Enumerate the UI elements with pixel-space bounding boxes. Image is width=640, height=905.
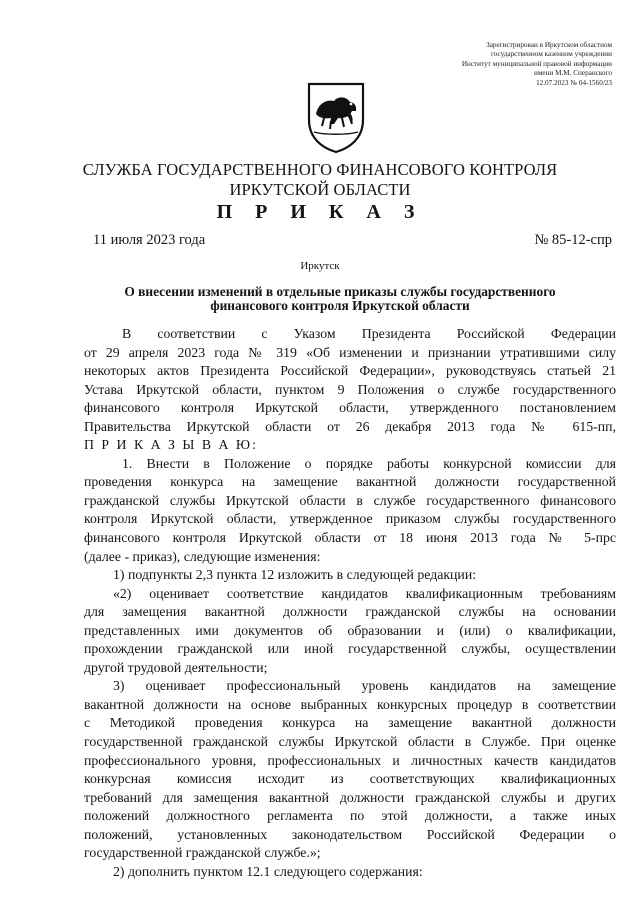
stamp-line: имени М.М. Сперанского [534,69,612,78]
body-line: проведения конкурса на замещение вакантной должности государственной [84,474,616,490]
body-line: некоторых актов Президента Российской Федерации», руководствуясь статьей 21 [84,363,616,379]
body-line: для замещения вакантной должности гражданской службы на основании [84,604,616,620]
body-line: положений должностного регламента по этой должности, а также иных [84,808,616,824]
subject-line: финансового контроля Иркутской области [210,297,470,313]
body-line: гражданской службы Иркутской области в службе государственного финансового [84,492,616,508]
order-body [84,325,616,881]
body-line: Устава Иркутской области, пунктом 9 Положения о службе государственного [84,381,616,397]
body-line: с Методикой проведения конкурса на замещение вакантной должности [84,715,616,731]
body-line: от 29 апреля 2023 года № 319 «Об изменении и признании утратившими силу [84,344,616,360]
order-number: № 85-12-спр [534,232,612,248]
body-line: контроля Иркутской области, утвержденное приказом службы государственного [84,511,616,527]
body-line: 1) подпункты 2,3 пункта 12 изложить в следующей редакции: [113,567,477,583]
body-line: государственной гражданской службе.»; [84,845,321,861]
order-subject [90,285,590,312]
organization-name [0,160,640,200]
body-line: В соответствии с Указом Президента Российской Федерации [122,326,616,341]
coat-of-arms-icon [304,80,368,154]
stamp-line: государственном казенном учреждении [490,50,612,59]
body-line: «2) оценивает соответствие кандидатов квалификационным требованиям [113,585,616,601]
body-line: 3) оценивает профессиональный уровень кандидатов на замещение [113,678,616,694]
organization-line: СЛУЖБА ГОСУДАРСТВЕННОГО ФИНАНСОВОГО КОНТРОЛЯ [82,160,558,179]
body-line: требований для замещения вакантной должности гражданской службы и других [84,789,616,805]
body-line: (далее - приказ), следующие изменения: [84,548,321,564]
order-date: 11 июля 2023 года [93,232,206,248]
organization-line: ИРКУТСКОЙ ОБЛАСТИ [229,180,411,199]
body-line: государственной гражданской службы Иркутской области в Службе. При оценке [84,734,616,750]
subject-line: О внесении изменений в отдельные приказы службы государственного [124,284,556,299]
body-line: финансового контроля Иркутской области, утвержденного постановлением [84,400,616,416]
body-line: финансового контроля Иркутской области от 18 июня 2013 года № 5-прс [84,530,616,546]
body-line: П Р И К А З Ы В А Ю: [84,437,258,453]
body-line: другой трудовой деятельности; [84,659,268,675]
body-line: Правительства Иркутской области от 26 декабря 2013 года № 615-пп, [84,418,616,434]
registration-stamp [352,41,612,88]
body-line: прохождении гражданской или иной государственной службы, осуществлении [84,641,616,657]
body-line: профессионального уровня, профессиональных и личностных качеств кандидатов [84,752,616,768]
body-line: представленных ими документов об образовании и (или) о квалификации, [84,622,616,638]
document-type: П Р И К А З [216,201,424,223]
stamp-line: Институт муниципальной правовой информации [461,59,612,68]
stamp-line: Зарегистрирован в Иркутском областном [486,41,612,49]
body-line: 2) дополнить пунктом 12.1 следующего содержания: [113,863,423,879]
body-line: вакантной должности на основе выбранных конкурсных процедур в соответствии [84,696,616,712]
city: Иркутск [300,260,340,272]
stamp-line: 12.07.2023 № 04-1560/23 [536,78,612,87]
body-line: конкурсная комиссия исходит из соответствующих квалификационных [84,771,616,787]
body-line: положений, установленных законодательством Российской Федерации о [84,826,616,842]
body-line: 1. Внести в Положение о порядке работы конкурсной комиссии для [122,455,616,471]
